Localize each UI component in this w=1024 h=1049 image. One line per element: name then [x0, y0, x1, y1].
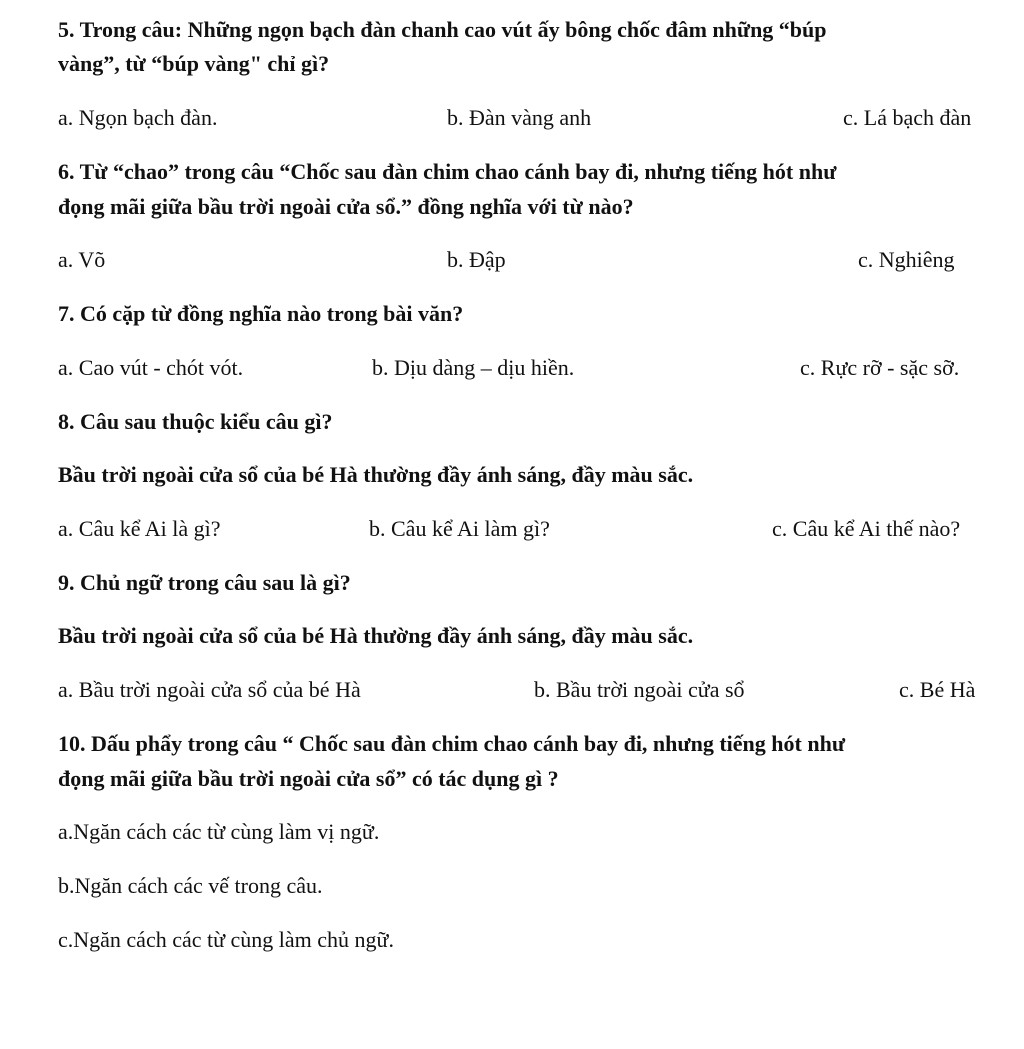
question-5-option-c: c. Lá bạch đàn — [843, 105, 972, 130]
question-10-line-2: đọng mãi giữa bầu trời ngoài cửa sổ” có tác dụng gì ? — [58, 766, 559, 791]
question-7-option-c: c. Rực rỡ - sặc sỡ. — [800, 355, 960, 380]
question-10-option-a: a.Ngăn cách các từ cùng làm vị ngữ. — [58, 819, 380, 844]
question-5-option-b: b. Đàn vàng anh — [447, 105, 592, 130]
question-9-option-b: b. Bầu trời ngoài cửa sổ — [534, 677, 745, 702]
question-6-line-1: 6. Từ “chao” trong câu “Chốc sau đàn chim chao cánh bay đi, nhưng tiếng hót như — [58, 159, 837, 184]
question-6-option-a: a. Võ — [58, 247, 106, 272]
question-10-line-1: 10. Dấu phẩy trong câu “ Chốc sau đàn chim chao cánh bay đi, nhưng tiếng hót như — [58, 731, 846, 756]
question-8-sentence: Bầu trời ngoài cửa sổ của bé Hà thường đầy ánh sáng, đầy màu sắc. — [58, 462, 694, 487]
question-9-option-c: c. Bé Hà — [899, 677, 976, 702]
question-8-option-c: c. Câu kể Ai thế nào? — [772, 516, 961, 541]
question-8-option-a: a. Câu kể Ai là gì? — [58, 516, 221, 541]
question-10-option-b: b.Ngăn cách các vế trong câu. — [58, 873, 323, 898]
question-9-sentence: Bầu trời ngoài cửa sổ của bé Hà thường đầy ánh sáng, đầy màu sắc. — [58, 623, 694, 648]
question-6-line-2: đọng mãi giữa bầu trời ngoài cửa sổ.” đồng nghĩa với từ nào? — [58, 194, 634, 219]
question-9-option-a: a. Bầu trời ngoài cửa sổ của bé Hà — [58, 677, 361, 702]
question-5-line-1: 5. Trong câu: Những ngọn bạch đàn chanh cao vút ấy bông chốc đâm những “búp — [58, 17, 827, 42]
question-5-option-a: a. Ngọn bạch đàn. — [58, 105, 218, 130]
question-8-option-b: b. Câu kể Ai làm gì? — [369, 516, 550, 541]
question-6-option-c: c. Nghiêng — [858, 247, 955, 272]
question-7-option-a: a. Cao vút - chót vót. — [58, 355, 244, 380]
question-8-line-1: 8. Câu sau thuộc kiểu câu gì? — [58, 409, 333, 434]
question-9-line-1: 9. Chủ ngữ trong câu sau là gì? — [58, 570, 351, 595]
question-10-option-c: c.Ngăn cách các từ cùng làm chủ ngữ. — [58, 927, 394, 952]
question-7-option-b: b. Dịu dàng – dịu hiền. — [372, 355, 575, 380]
question-7-line-1: 7. Có cặp từ đồng nghĩa nào trong bài văn? — [58, 301, 464, 326]
question-5-line-2: vàng”, từ “búp vàng" chỉ gì? — [58, 51, 330, 76]
question-6-option-b: b. Đập — [447, 247, 506, 272]
